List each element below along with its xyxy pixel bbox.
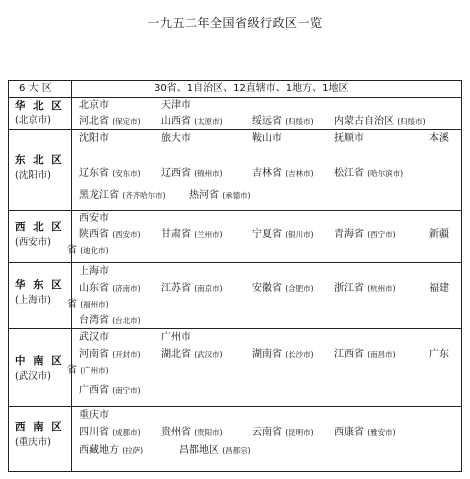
province: 省 (福州市) [67,299,109,310]
municipality: 上海市 [79,266,109,277]
province: 安徽省 (合肥市) [252,283,314,294]
region-capital: (西安市) [15,237,51,248]
region-name: 西 北 区 [15,221,64,233]
header-region-label: 6 大 区 [19,83,52,94]
row-divider [9,97,461,98]
municipality: 广州市 [161,332,191,343]
province: 广西省 (南宁市) [79,385,141,396]
province: 辽西省 (锦州市) [161,168,223,179]
municipality: 天津市 [161,100,191,111]
province: 山西省 (太原市) [161,116,223,127]
autonomous-region: 内蒙古自治区 (归绥市) [334,116,426,127]
province: 浙江省 (杭州市) [334,283,396,294]
province: 江苏省 (南京市) [161,283,223,294]
province: 云南省 (昆明市) [252,427,314,438]
column-divider [71,81,72,471]
region-name: 东 北 区 [15,154,64,166]
row-divider [9,328,461,329]
municipality: 武汉市 [79,332,109,343]
province: 湖南省 (长沙市) [252,349,314,360]
province: 河北省 (保定市) [79,116,141,127]
region-name: 华 东 区 [15,279,64,291]
province: 山东省 (济南市) [79,283,141,294]
municipality: 重庆市 [79,410,109,421]
header-summary: 30省、1自治区、12直辖市、1地方、1地区 [154,83,349,94]
row-divider [9,210,461,211]
municipality: 旅大市 [161,133,191,144]
province: 江西省 (南昌市) [334,349,396,360]
page-title: 一九五二年全国省级行政区一览 [147,16,323,30]
municipality: 西安市 [79,213,109,224]
region-capital: (北京市) [15,115,51,126]
province: 甘肃省 (兰州市) [161,229,223,240]
region-name: 西 南 区 [15,421,64,433]
province: 黑龙江省 (齐齐哈尔市) [79,190,166,201]
province: 台湾省 (台北市) [79,315,141,326]
province-table [8,80,462,472]
local-region: 西藏地方 (拉萨) [79,445,144,456]
row-divider [9,129,461,130]
province: 新疆 [429,229,449,240]
province: 西康省 (雅安市) [334,427,396,438]
province: 辽东省 (安东市) [79,168,141,179]
municipality: 鞍山市 [252,133,282,144]
province: 绥远省 (归绥市) [252,116,314,127]
province: 青海省 (西宁市) [334,229,396,240]
province: 宁夏省 (银川市) [252,229,314,240]
region-name: 中 南 区 [15,355,64,367]
province: 福建 [429,283,449,294]
region-capital: (重庆市) [15,437,51,448]
province: 吉林省 (吉林市) [252,168,314,179]
row-divider [9,406,461,407]
region-capital: (上海市) [15,295,51,306]
province: 松江省 (哈尔滨市) [334,168,404,179]
province: 省 (广州市) [67,365,109,376]
province: 湖北省 (武汉市) [161,349,223,360]
province: 热河省 (承德市) [189,190,251,201]
row-divider [9,262,461,263]
province: 陕西省 (西安市) [79,229,141,240]
region-capital: (武汉市) [15,371,51,382]
province: 贵州省 (贵阳市) [161,427,223,438]
municipality: 北京市 [79,100,109,111]
region-name: 华 北 区 [15,100,64,112]
municipality: 抚顺市 [334,133,364,144]
province: 河南省 (开封市) [79,349,141,360]
local-region: 昌都地区 (昌都宗) [179,445,251,456]
province: 广东 [429,349,449,360]
province: 省 (迪化市) [67,245,109,256]
province: 四川省 (成都市) [79,427,141,438]
municipality: 沈阳市 [79,133,109,144]
municipality: 本溪 [429,133,449,144]
region-capital: (沈阳市) [15,170,51,181]
